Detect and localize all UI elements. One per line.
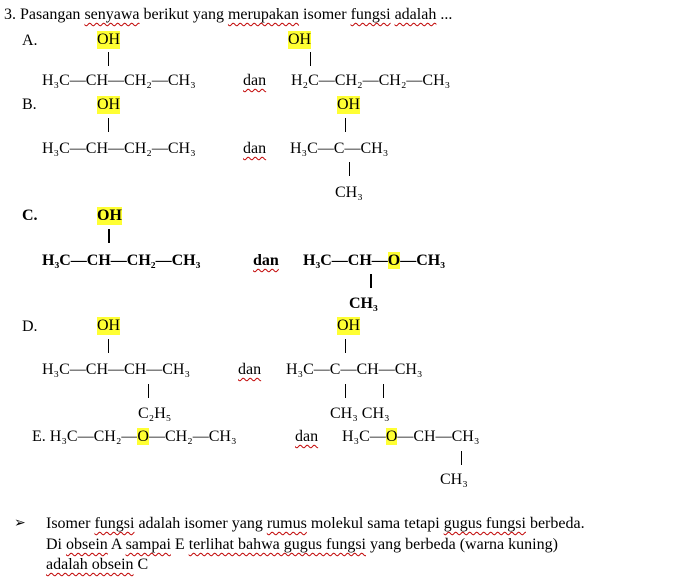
explanation-1f: gugus fungsi — [443, 515, 526, 532]
option-d-formula-1: H₃C—CH—CH—CH₃ — [42, 361, 191, 378]
question-text-c: berikut yang — [139, 6, 228, 23]
explanation-3a: adalah obsein — [46, 556, 134, 573]
option-d-oh-2: OH — [337, 317, 361, 334]
explanation-2f: terlihat bahwa gugus fungsi — [188, 536, 366, 553]
option-e-oxygen-2: O — [385, 428, 398, 445]
explanation-line-3 — [46, 555, 148, 575]
option-b-bond-1 — [108, 118, 109, 132]
option-e-formula-2-post: —CH—CH₃ — [397, 428, 480, 445]
question-text-a: Pasangan — [20, 6, 85, 23]
option-a-bond-1 — [108, 52, 109, 66]
explanation-2b: obsein — [66, 536, 108, 553]
option-b-oh-1: OH — [97, 96, 121, 113]
option-c-formula-2 — [303, 252, 445, 270]
explanation-line-2 — [46, 535, 558, 555]
option-e-formula-2-pre: H₃C— — [342, 428, 386, 445]
explanation-1c: adalah isomer yang — [134, 515, 267, 532]
option-d-bond-4 — [345, 384, 346, 398]
explanation-1a: Isomer — [46, 515, 95, 532]
option-a-oh-1: OH — [97, 31, 121, 48]
option-e-ch3: CH₃ — [440, 471, 468, 488]
explanation-2d: sampai — [125, 536, 171, 553]
option-c-formula-1: H₃C—CH—CH₂—CH₃ — [42, 252, 201, 269]
option-c-letter: C. — [22, 207, 38, 224]
explanation-3b: C — [133, 556, 149, 573]
option-e-formula-1-pre: H₃C—CH₂— — [49, 428, 138, 445]
option-a-formula-1: H₃C—CH—CH₂—CH₃ — [42, 72, 196, 89]
question-text-d: merupakan — [227, 6, 300, 23]
option-e-letter: E. — [32, 428, 46, 445]
question-stem — [4, 6, 452, 24]
option-b-formula-1: H₃C—CH—CH₂—CH₃ — [42, 140, 196, 157]
explanation-1b: fungsi — [94, 515, 135, 532]
option-d-dan: dan — [238, 361, 262, 378]
option-b-letter: B. — [22, 96, 37, 113]
explanation-2g: yang berbeda (warna kuning) — [365, 536, 558, 553]
option-e-oxygen-1: O — [137, 428, 149, 445]
question-text-b: senyawa — [84, 6, 140, 23]
question-text-f: fungsi — [350, 6, 391, 23]
option-a-dan: dan — [243, 72, 267, 89]
option-d-c2h5: C₂H₅ — [138, 405, 172, 422]
option-d-ch3-pair: CH₃ CH₃ — [330, 405, 390, 422]
option-e-formula-1-row — [32, 428, 237, 446]
question-text-h: adalah — [394, 6, 437, 23]
explanation-2e: E — [170, 536, 189, 553]
option-c-bond-1 — [108, 229, 110, 243]
explanation-1e: molekul sama tetapi — [306, 515, 444, 532]
option-b-bond-2 — [345, 118, 346, 132]
option-d-formula-2: H₃C—C—CH—CH₃ — [286, 361, 423, 378]
option-e-bond-1 — [461, 451, 462, 465]
explanation-1d: rumus — [266, 515, 307, 532]
option-d-bond-1 — [108, 339, 109, 353]
option-d-bond-5 — [383, 384, 384, 398]
option-d-bond-3 — [148, 384, 149, 398]
option-e-formula-2 — [342, 428, 479, 446]
option-c-oh-1: OH — [97, 207, 122, 224]
explanation-2a: Di — [46, 536, 66, 553]
option-d-letter: D. — [22, 318, 38, 335]
explanation-line-1 — [46, 514, 585, 534]
option-b-ch3: CH₃ — [335, 184, 363, 201]
question-text-e: isomer — [299, 6, 351, 23]
option-a-letter: A. — [22, 32, 38, 49]
option-b-formula-2: H₃C—C—CH₃ — [290, 140, 389, 157]
option-c-oxygen: O — [387, 252, 401, 269]
option-d-bond-2 — [345, 339, 346, 353]
option-a-oh-2: OH — [288, 31, 312, 48]
option-e-formula-1-post: —CH₂—CH₃ — [148, 428, 237, 445]
option-c-dan: dan — [253, 252, 279, 269]
option-b-bond-3 — [349, 162, 350, 176]
explanation-2c: A — [107, 536, 126, 553]
option-c-formula-2-post: —CH₃ — [400, 252, 446, 269]
option-e-dan: dan — [295, 428, 319, 445]
question-text-i: ... — [436, 6, 453, 23]
option-b-oh-2: OH — [337, 96, 361, 113]
arrow-bullet-icon: ➢ — [14, 516, 26, 531]
option-d-oh-1: OH — [97, 317, 121, 334]
option-b-dan: dan — [243, 140, 267, 157]
option-c-ch3: CH₃ — [349, 295, 378, 312]
question-number: 3. — [4, 6, 16, 23]
explanation-1g: berbeda. — [525, 515, 585, 532]
option-a-bond-2 — [310, 52, 311, 66]
option-c-formula-2-pre: H₃C—CH— — [303, 252, 388, 269]
option-a-formula-2: H₂C—CH₂—CH₂—CH₃ — [291, 72, 451, 89]
option-c-bond-2 — [370, 274, 372, 288]
